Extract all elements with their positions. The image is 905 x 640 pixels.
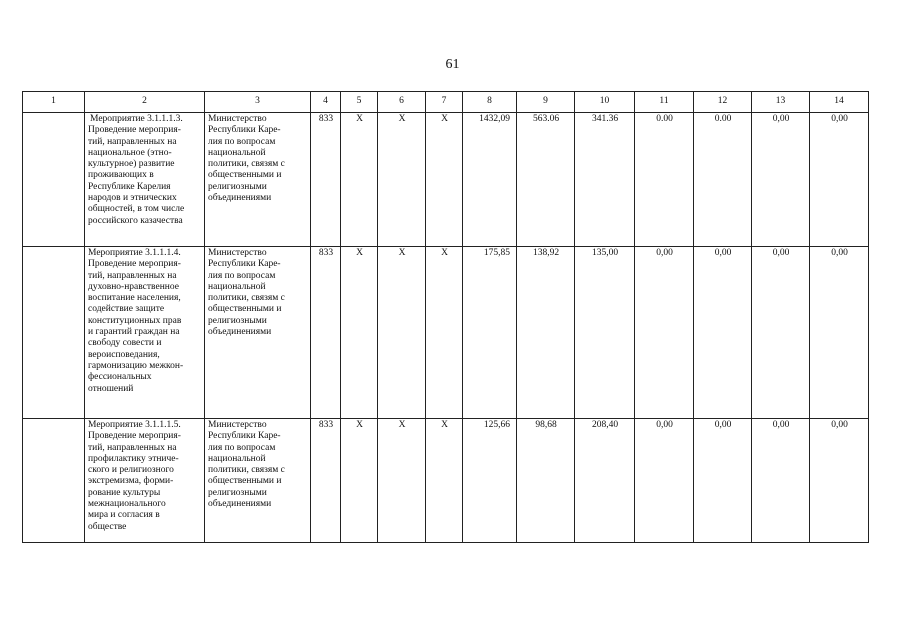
row-number-cell [23, 419, 85, 543]
value-cell: X [341, 247, 378, 419]
text-line: религиозными [208, 181, 267, 192]
amount-cell: 1432,09 [463, 113, 517, 247]
text-line: отношений [88, 383, 134, 394]
text-line: профилактику этниче- [88, 453, 179, 464]
text-line: общественными и [208, 476, 282, 487]
value-cell: X [378, 247, 426, 419]
text-line: общественными и [208, 170, 282, 181]
amount-cell: 0,00 [810, 113, 869, 247]
text-line: Республике Карелия [88, 181, 171, 192]
row-number-cell [23, 113, 85, 247]
row-number-cell [23, 247, 85, 419]
amount-cell: 0,00 [752, 247, 810, 419]
text-line: культурное) развитие [88, 159, 175, 170]
text-line: общественными и [208, 304, 282, 315]
text-line: обществе [88, 521, 127, 532]
text-line: объединениями [208, 499, 272, 510]
header-cell: 6 [378, 92, 426, 113]
header-cell: 8 [463, 92, 517, 113]
text-line: Мероприятие 3.1.1.1.5. [88, 420, 181, 430]
amount-cell: 135,00 [575, 247, 635, 419]
activity-name-cell [85, 419, 205, 543]
code-cell: 833 [311, 113, 341, 247]
text-line: содействие защите [88, 304, 165, 315]
text-line: вероисповедания, [88, 349, 160, 360]
amount-cell: 0.00 [635, 113, 694, 247]
amount-cell: 0.00 [694, 113, 752, 247]
amount-cell: 0,00 [635, 419, 694, 543]
text-line: Республики Каре- [208, 259, 281, 270]
executor-cell [205, 247, 311, 419]
text-line: тий, направленных на [88, 270, 177, 281]
text-line: гармонизацию межкон- [88, 360, 184, 371]
activity-name-cell [85, 113, 205, 247]
code-cell: 833 [311, 247, 341, 419]
text-line: национальной [208, 281, 266, 292]
amount-cell: 125,66 [463, 419, 517, 543]
text-line: межнационального [88, 499, 166, 510]
text-line: народов и этнических [88, 193, 177, 204]
text-line: Проведение мероприя- [88, 431, 181, 442]
table-row [23, 113, 869, 247]
text-line: Мероприятие 3.1.1.1.4. [88, 248, 181, 258]
text-line: Министерство [208, 420, 267, 430]
header-cell: 12 [694, 92, 752, 113]
text-line: политики, связям с [208, 293, 285, 304]
text-line: мира и согласия в [88, 510, 160, 521]
text-line: Министерство [208, 114, 267, 124]
text-line: и гарантий граждан на [88, 327, 180, 338]
text-line: Республики Каре- [208, 431, 281, 442]
executor-cell [205, 419, 311, 543]
text-line: фессиональных [88, 372, 152, 383]
text-line: политики, связям с [208, 465, 285, 476]
text-line: свободу совести и [88, 338, 162, 349]
value-cell: X [378, 113, 426, 247]
header-cell: 5 [341, 92, 378, 113]
page-number: 61 [445, 57, 460, 72]
text-line: Проведение мероприя- [88, 125, 181, 136]
amount-cell: 175,85 [463, 247, 517, 419]
text-line: лия по вопросам [208, 270, 276, 281]
activity-name-cell [85, 247, 205, 419]
text-line: духовно-нравственное [88, 281, 179, 292]
header-cell: 3 [205, 92, 311, 113]
text-line: Проведение мероприя- [88, 259, 181, 270]
header-cell: 11 [635, 92, 694, 113]
text-line: Республики Каре- [208, 125, 281, 136]
amount-cell: 0,00 [752, 419, 810, 543]
value-cell: X [426, 247, 463, 419]
header-cell: 2 [85, 92, 205, 113]
table-row [23, 247, 869, 419]
amount-cell: 0,00 [694, 247, 752, 419]
amount-cell: 0,00 [635, 247, 694, 419]
text-line: воспитание населения, [88, 293, 181, 304]
value-cell: X [341, 419, 378, 543]
text-line: общностей, в том числе [88, 204, 185, 215]
value-cell: X [426, 419, 463, 543]
text-line: рование культуры [88, 487, 161, 498]
amount-cell: 0,00 [752, 113, 810, 247]
text-line: политики, связям с [208, 159, 285, 170]
header-cell: 13 [752, 92, 810, 113]
header-row [23, 92, 869, 113]
text-line: религиозными [208, 487, 267, 498]
text-line: национальной [208, 453, 266, 464]
amount-cell: 341.36 [575, 113, 635, 247]
text-line: Министерство [208, 248, 267, 258]
text-line: объединениями [208, 193, 272, 204]
text-line: Мероприятие 3.1.1.1.3. [90, 114, 183, 124]
value-cell: X [341, 113, 378, 247]
text-line: российского казачества [88, 215, 183, 226]
text-line: национальное (этно- [88, 147, 172, 158]
amount-cell: 0,00 [810, 247, 869, 419]
text-line: лия по вопросам [208, 442, 276, 453]
header-cell: 4 [311, 92, 341, 113]
header-cell: 1 [23, 92, 85, 113]
amount-cell: 138,92 [517, 247, 575, 419]
text-line: тий, направленных на [88, 136, 177, 147]
text-line: тий, направленных на [88, 442, 177, 453]
amount-cell: 0,00 [810, 419, 869, 543]
amount-cell: 98,68 [517, 419, 575, 543]
text-line: конституционных прав [88, 315, 182, 326]
executor-cell [205, 113, 311, 247]
header-cell: 14 [810, 92, 869, 113]
text-line: экстремизма, форми- [88, 476, 174, 487]
text-line: религиозными [208, 315, 267, 326]
header-cell: 9 [517, 92, 575, 113]
text-line: ского и религиозного [88, 465, 174, 476]
text-line: объединениями [208, 327, 272, 338]
budget-table [22, 91, 869, 543]
value-cell: X [378, 419, 426, 543]
amount-cell: 0,00 [694, 419, 752, 543]
header-cell: 10 [575, 92, 635, 113]
header-cell: 7 [426, 92, 463, 113]
value-cell: X [426, 113, 463, 247]
text-line: лия по вопросам [208, 136, 276, 147]
amount-cell: 208,40 [575, 419, 635, 543]
text-line: национальной [208, 147, 266, 158]
code-cell: 833 [311, 419, 341, 543]
text-line: проживающих в [88, 170, 154, 181]
amount-cell: 563.06 [517, 113, 575, 247]
table-row [23, 419, 869, 543]
